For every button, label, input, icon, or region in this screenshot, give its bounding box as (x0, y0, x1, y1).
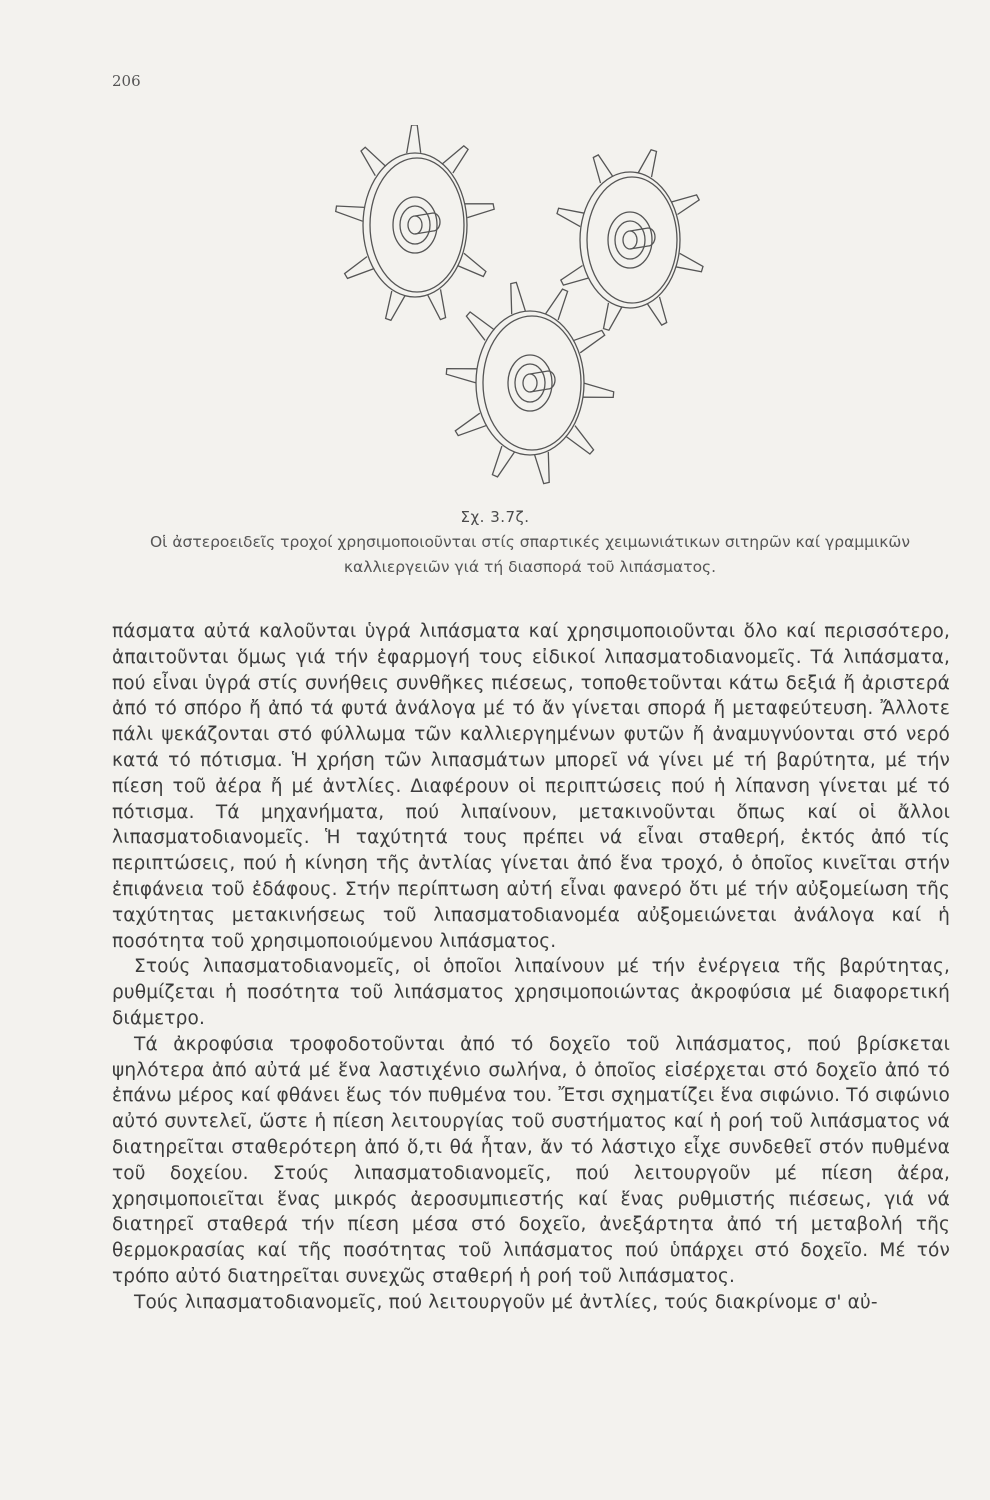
star-wheel-icon (446, 282, 613, 483)
figure-label: Σχ. 3.7ζ. (460, 508, 530, 526)
paragraph: πάσματα αὐτά καλοῦνται ὑγρά λιπάσματα καί χρησιμοποιοῦνται ὅλο καί περισσότερο, ἀπαιτοῦνται ὅμως γιά τήν ἐφαρμογή τους εἰδικοί λιπασματοδιανομεῖς. Τά λιπάσματα, πού εἶναι ὑγρά στίς συνήθεις συνθῆκες πιέσεως, τοποθετοῦνται κάτω δεξιά ἤ ἀριστερά ἀπό τό σπόρο ἤ ἀπό τά φυτά ἀνάλογα μέ τό ἄν γίνεται σπορά ἤ μεταφεύτευση. Ἄλλοτε πάλι ψεκάζονται στό φύλλωμα τῶν καλλιεργημένων φυτῶν ἤ ἀναμυγνύονται στό νερό κατά τό πότισμα. Ἡ χρήση τῶν λιπασμάτων μπορεῖ νά γίνει μέ τή βαρύτητα, μέ τήν πίεση τοῦ ἀέρα ἤ μέ ἀντλίες. Διαφέρουν οἱ περιπτώσεις πού ἡ λίπανση γίνεται μέ τό πότισμα. Τά μηχανήματα, πού λιπαίνουν, μετακινοῦνται ὅπως καί οἱ ἄλλοι λιπασματοδιανομεῖς. Ἡ ταχύτητά τους πρέπει νά εἶναι σταθερή, ἐκτός ἀπό τίς περιπτώσεις, πού ἡ κίνηση τῆς ἀντλίας γίνεται ἀπό ἕνα τροχό, ὁ ὁποῖος κινεῖται στήν ἐπιφάνεια τοῦ ἐδάφους. Στήν περίπτωση αὐτή εἶναι φανερό ὅτι μέ τήν αὐξομείωση τῆς ταχύτητας μετακινήσεως τοῦ λιπασματοδιανομέα αὐξομειώνεται ἀνάλογα καί ἡ ποσότητα τοῦ χρησιμοποιούμενου λιπάσματος. (112, 621, 950, 952)
star-wheel-icon (557, 150, 703, 330)
page-number: 206 (112, 72, 141, 90)
paragraph: Τούς λιπασματοδιανομεῖς, πού λειτουργοῦν μέ ἀντλίες, τούς διακρίνομε σ' αὐ- (134, 1291, 878, 1313)
paragraph: Στούς λιπασματοδιανομεῖς, οἱ ὁποῖοι λιπαίνουν μέ τήν ἐνέργεια τῆς βαρύτητας, ρυθμίζεται ἡ ποσότητα τοῦ λιπάσματος χρησιμοποιώντας ἀκροφύσια μέ διαφορετική διάμετρο. (112, 956, 950, 1029)
star-wheel-icon (336, 125, 495, 320)
paragraph: Τά ἀκροφύσια τροφοδοτοῦνται ἀπό τό δοχεῖο τοῦ λιπάσματος, πού βρίσκεται ψηλότερα ἀπό αὐτά μέ ἕνα λαστιχένιο σωλήνα, ὁ ὁποῖος εἰσέρχεται στό δοχεῖο ἀπό τό ἐπάνω μέρος καί φθάνει ἕως τόν πυθμένα του. Ἔτσι σχηματίζει ἕνα σιφώνιο. Τό σιφώνιο αὐτό συντελεῖ, ὥστε ἡ πίεση λειτουργίας τοῦ συστήματος καί ἡ ροή τοῦ λιπάσματος νά διατηρεῖται σταθερότερη ἀπό ὅ,τι θά ἦταν, ἄν τό λάστιχο εἶχε συνδεθεῖ στόν πυθμένα τοῦ δοχείου. Στούς λιπασματοδιανομεῖς, πού λειτουργοῦν μέ πίεση ἀέρα, χρησιμοποιεῖται ἕνας μικρός ἀεροσυμπιεστής καί ἕνας ρυθμιστής πιέσεως, γιά νά διατηρεῖ σταθερά τήν πίεση μέσα στό δοχεῖο, ἀνεξάρτητα ἀπό τή μεταβολή τῆς θερμοκρασίας καί τῆς ποσότητας τοῦ λιπάσματος πού ὑπάρχει στό δοχεῖο. Μέ τόν τρόπο αὐτό διατηρεῖται συνεχῶς σταθερή ἡ ροή τοῦ λιπάσματος. (112, 1033, 950, 1287)
star-wheels-figure (330, 125, 750, 490)
body-text (112, 619, 950, 1316)
figure-caption: Οἱ ἀστεροειδεῖς τροχοί χρησιμοποιοῦνται στίς σπαρτικές χειμωνιάτικων σιτηρῶν καί γραμμικῶν καλλιεργειῶν γιά τή διασπορά τοῦ λιπάσματος. (149, 533, 911, 576)
